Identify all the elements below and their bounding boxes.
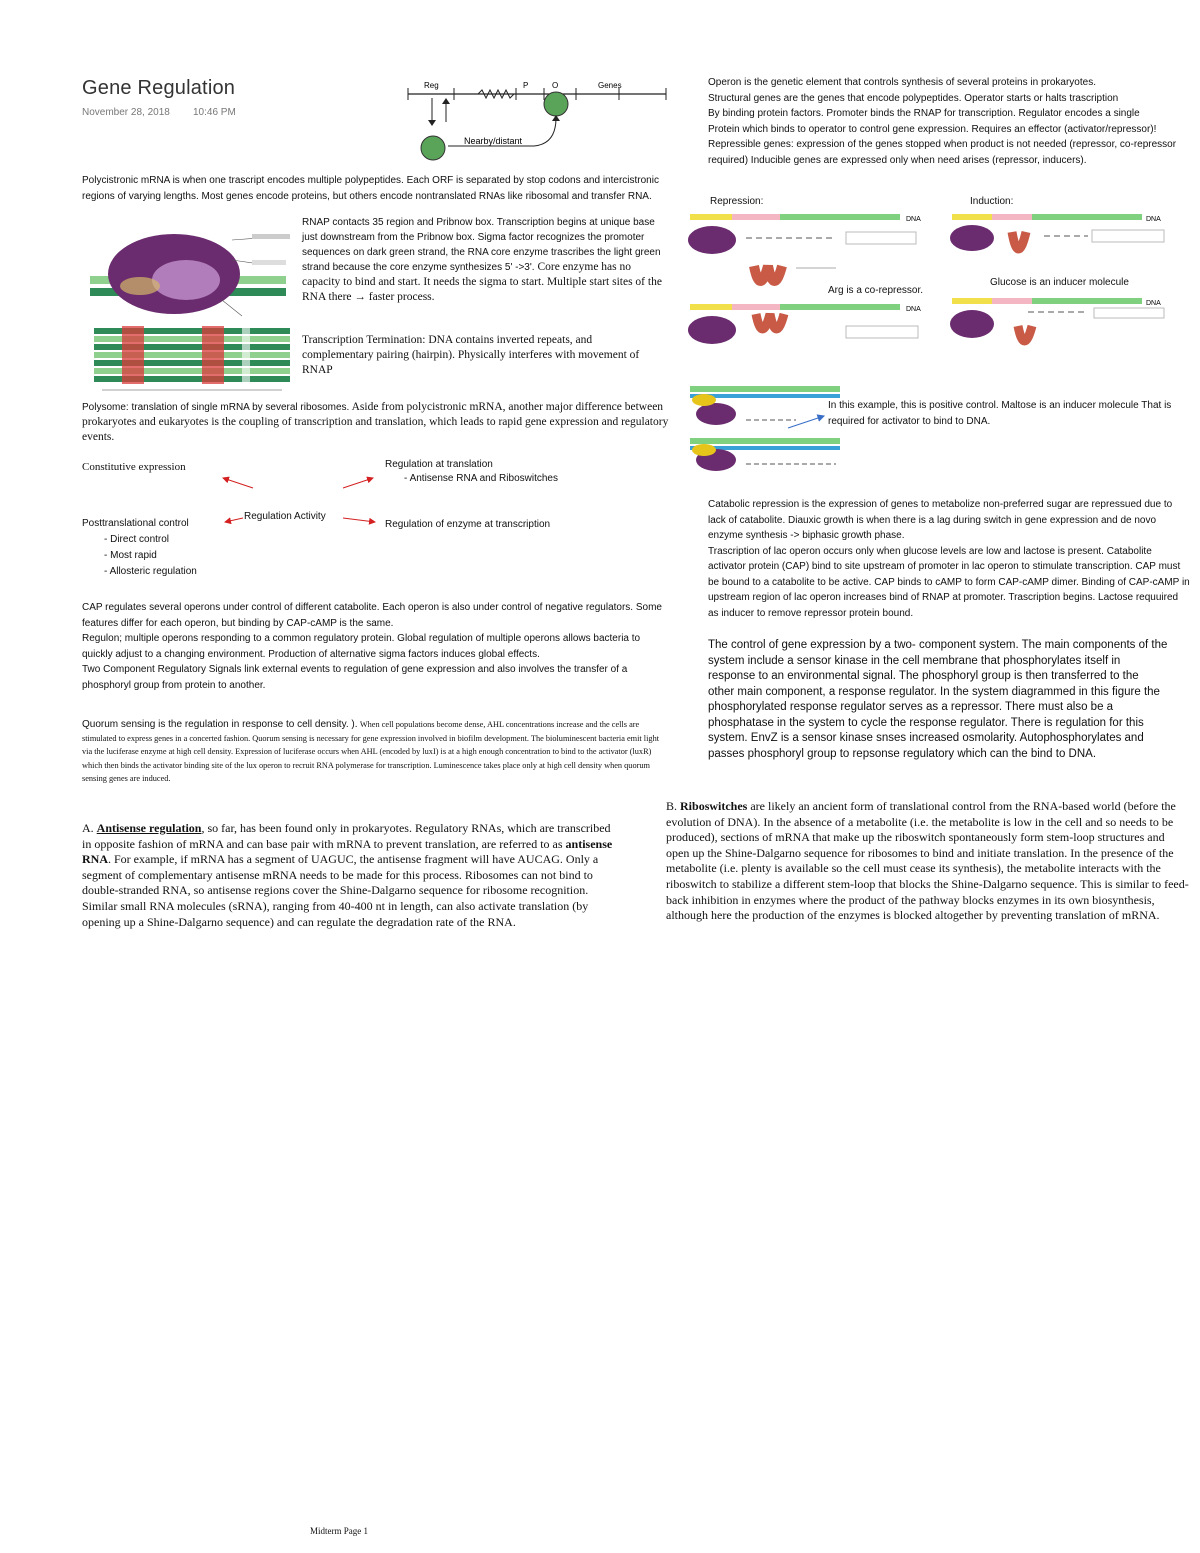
two-component-system-paragraph: The control of gene expression by a two- component system. The main components of the system include a sensor kinase in the cell membrane that phosphorylates itself in response to an environmental signal. The phosphoryl group is then transferred to the other main component, a response regulator. In the system diagrammed in this figure the phosphorylated response regulator serves as a repressor. There must also be a phosphatase in the system to cycle the response regulator. There is regulation for this system. EnvZ is a sensor kinase snses increased osmolarity. Autophosphorylates and passes phosphoryl group to repsonse regulatory which can the bind to DNA. xyxy=(708,639,1168,760)
repression-label: Repression: xyxy=(710,196,764,207)
antisense-prefix: A. xyxy=(82,821,94,835)
page-title: Gene Regulation xyxy=(82,77,236,99)
arg-label: Arg is a co-repressor. xyxy=(828,285,924,296)
catabolic-paragraph: Catabolic repression is the expression of genes to metabolize non-preferred sugar are repressued due to lack of catabolite. Diauxic growth is when there is a lag during switch in gene expression and de novo enzyme synthesis -> biphasic growth phase. xyxy=(708,499,1173,541)
arrow-constitutive xyxy=(223,478,253,488)
activity-arrows xyxy=(215,470,385,540)
maltose-arrow-icon xyxy=(786,410,830,430)
glucose-label: Glucose is an inducer molecule xyxy=(990,277,1129,288)
two-component-paragraph: Two Component Regulatory Signals link external events to regulation of gene expression and also involves the transfer of a phosphoryl group from protein to another. xyxy=(82,664,628,691)
rnap-paragraph xyxy=(302,215,664,305)
induction-label: Induction: xyxy=(970,196,1014,207)
lac-paragraph: Trascription of lac operon occurs only when glucose levels are low and lactose is present. Catabolite activator protein (CAP) bind to site upstream of promoter in lac operon to stimulate transcription. CAP must be bound to a catabolite to be active. CAP binds to cAMP to form CAP-cAMP dimer. Binding of CAP-cAMP in upstream region of lac operon increases bind of RNAP at promoter. Trascription begins. Lactose requuired as inducer to remove repressor protein bound. xyxy=(708,545,1190,619)
antisense-body2: . For example, if mRNA has a segment of UAGUC, the antisense fragment will have AUCAG. Only a segment of complementary antisense mRNA needs to be made for this process. Ribosomes can not bind to double-stranded RNA, so antisense regions cover the Shine-Dalgarno sequence for ribosome recognition. Similar small RNA molecules (sRNA), ranging from 40-400 nt in length, can also activate translation (by opening up a Shine-Dalgarno sequence) and can regulate the degradation rate of the RNA. xyxy=(82,852,599,929)
label-genes: Genes xyxy=(598,81,622,90)
translation-list xyxy=(398,473,654,484)
polycistronic-paragraph: Polycistronic mRNA is when one trascript encodes multiple polypeptides. Each ORF is separated by stop codons and intercistronic regions of varying lengths. Most genes encode proteins, but others encode nontranslated RNAs like ribosomal and transfer RNA. xyxy=(82,175,659,202)
rnap-part1: RNAP contacts 35 region and Pribnow box. Transcription begins at unique base just downstream from the Pribnow box. Sigma factor recognizes the promoter sequences on dark green strand, the RNA core enzyme trascribes the light green strand because the core enzyme synthesizes 5' ->3'. xyxy=(302,217,661,273)
termination-paragraph: Transcription Termination: DNA contains inverted repeats, and complementary pairing (hairpin). Physically interferes with movement of RNAP xyxy=(302,334,640,376)
rnap-part2: Core enzyme has no capacity to bind and start. It needs the sigma to start. Multiple start sites of the RNA there → faster process. xyxy=(302,261,662,303)
antisense-paragraph xyxy=(82,821,622,930)
protein-operator-paragraph: Protein which binds to operator to control gene expression. Requires an effector (activator/repressor)! xyxy=(708,123,1157,135)
polysome-part2: Aside from polycistronic mRNA, another major difference between prokaryotes and eukaryotes is the coupling of transcription and translation, which leads to rapid gene expression and regulatory events. xyxy=(82,401,669,443)
operon-regulator-diagram xyxy=(404,76,670,166)
svg-text:DNA: DNA xyxy=(906,306,921,313)
riboswitch-paragraph xyxy=(666,799,1190,924)
posttranslational-label: Posttranslational control xyxy=(82,518,189,529)
page-date: November 28, 2018 xyxy=(82,107,170,118)
structural-paragraph: Structural genes are the genes that encode polypeptides. Operator starts or halts trascription xyxy=(708,92,1119,104)
maltose-figure xyxy=(686,380,856,490)
antisense-term: antisense RNA xyxy=(82,836,613,867)
translation-item: - Antisense RNA and Riboswitches xyxy=(414,473,654,484)
page-footer: Midterm Page 1 xyxy=(310,1526,368,1536)
corepressor-figure xyxy=(686,298,941,376)
post-item-1: - Direct control xyxy=(114,532,274,548)
svg-text:DNA: DNA xyxy=(906,216,921,223)
arrow-posttranslational xyxy=(225,518,243,522)
constitutive-label: Constitutive expression xyxy=(82,461,186,473)
label-reg: Reg xyxy=(424,81,439,90)
catabolic-section xyxy=(708,497,1190,621)
polysome-paragraph xyxy=(82,400,672,445)
label-o: O xyxy=(552,81,559,90)
operon-paragraph: Operon is the genetic element that controls synthesis of several proteins in prokaryotes. xyxy=(708,77,1096,88)
riboswitch-heading: Riboswitches xyxy=(680,799,748,813)
page-time: 10:46 PM xyxy=(193,107,236,118)
quorum-part1: Quorum sensing is the regulation in response to cell density. ). xyxy=(82,719,358,730)
label-nearby: Nearby/distant xyxy=(464,136,523,146)
riboswitch-prefix: B. xyxy=(666,799,678,813)
arrow-translation xyxy=(343,478,373,488)
arrow-transcription xyxy=(343,518,375,522)
operon-section xyxy=(708,75,1190,168)
regulation-activity-label: Regulation Activity xyxy=(244,511,326,522)
rna-polymerase-figure xyxy=(82,220,294,396)
polysome-part1: Polysome: translation of single mRNA by several ribosomes. xyxy=(82,402,350,413)
translation-label: Regulation at translation xyxy=(385,459,493,470)
regulon-paragraph: Regulon; multiple operons responding to a common regulatory protein. Global regulation of multiple operons allows bacteria to quickly adjust to a changing environment. Production of alternative sigma factors induces global effects. xyxy=(82,633,641,660)
induction-figure xyxy=(948,210,1170,302)
svg-text:DNA: DNA xyxy=(1146,216,1161,223)
svg-text:DNA: DNA xyxy=(1146,300,1161,307)
antisense-body: , so far, has been found only in prokaryotes. Regulatory RNAs, which are transcribed in opposite fashion of mRNA and can base pair with mRNA to prevent translation, are referred to as xyxy=(82,821,611,851)
maltose-paragraph: In this example, this is positive control. Maltose is an inducer molecule That is required for activator to bind to DNA. xyxy=(828,400,1172,427)
binding-paragraph: By binding protein factors. Promoter binds the RNAP for transcription. Regulator encodes a single xyxy=(708,108,1140,119)
repressible-paragraph: Repressible genes: expression of the genes stopped when product is not needed (repressor, co-repressor required) Inducible genes are expressed only when need arises (repressor, inducers). xyxy=(708,139,1177,166)
label-p: P xyxy=(523,81,529,90)
cap-paragraph: CAP regulates several operons under control of different catabolite. Each operon is also under control of negative regulators. Some features differ for each operon, but binding by CAP-cAMP is the same. xyxy=(82,602,662,629)
inducer-figure xyxy=(948,292,1170,366)
enzyme-transcription-label: Regulation of enzyme at transcription xyxy=(385,519,551,530)
post-item-3: - Allosteric regulation xyxy=(114,564,274,580)
quorum-paragraph xyxy=(82,718,667,786)
quorum-part2: When cell populations become dense, AHL concentrations increase and the cells are stimulated to express genes in a concerted fashion. Quorum sensing is necessary for gene expression involved in biofilm development. The bioluminescent bacteria emit light via the luciferase enzyme at high cell density. Expression of luciferase occurs when AHL (encoded by luxI) is at a high enough concentration to bind to the activator (luxR) which then binds the activator binding site of the lux operon to recruit RNA polymerase for transcription. Luminescence takes place only at high cell density when quorum sensing genes are induced. xyxy=(82,720,660,784)
antisense-heading: Antisense regulation xyxy=(96,821,202,835)
cap-section xyxy=(82,600,667,693)
post-item-2: - Most rapid xyxy=(114,548,274,564)
riboswitch-body: are likely an ancient form of translational control from the RNA-based world (before the evolution of DNA). In the absence of a metabolite (i.e. the metabolite is low in the cell and so needs to be produced), sections of mRNA that make up the riboswitch spontaneously form stem-loop structures and open up the Shine-Dalgarno sequence for ribosomes to bind and initiate translation. In the presence of the metabolite (i.e. plenty is available so the cell must cease its synthesis), the metabolite interacts with the riboswitch to stabilize a different stem-loop that blocks the Shine-Dalgarno sequence. This is similar to feed-back inhibition in enzymes where the product of the pathway blocks enzymes in its own biosynthesis, although here the production of the enzymes is blocked altogether by preventing translation of mRNA. xyxy=(666,799,1189,923)
